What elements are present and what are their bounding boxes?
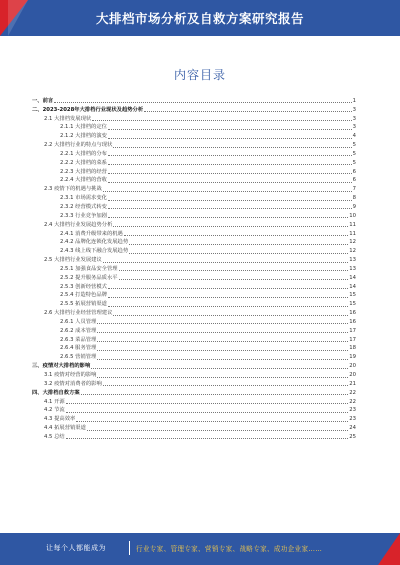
toc-entry-label: 4.1 开源 xyxy=(44,398,65,405)
toc-leader-dots xyxy=(97,341,348,342)
toc-entry[interactable] xyxy=(30,167,356,176)
toc-entry-page: 14 xyxy=(349,283,356,290)
toc-leader-dots xyxy=(66,403,349,404)
toc-entry-label: 3.2 疫情对消费者的影响 xyxy=(44,380,102,387)
toc-entry[interactable] xyxy=(30,105,356,114)
toc-entry-page: 6 xyxy=(352,177,356,184)
toc-leader-dots xyxy=(129,244,348,245)
toc-entry-page: 9 xyxy=(352,203,356,210)
toc-entry-page: 6 xyxy=(352,168,356,175)
toc-entry-label: 2.3.1 市场需求变化 xyxy=(60,195,107,202)
toc-leader-dots xyxy=(108,297,348,298)
toc-entry-label: 2.6.4 服务管理 xyxy=(60,345,97,352)
toc-entry[interactable] xyxy=(30,308,356,317)
toc-leader-dots xyxy=(129,253,348,254)
toc-entry[interactable] xyxy=(30,299,356,308)
toc-entry-page: 13 xyxy=(349,265,356,272)
toc-leader-dots xyxy=(76,421,348,422)
toc-entry-page: 12 xyxy=(349,248,356,255)
toc-entry-page: 3 xyxy=(352,115,356,122)
footer-divider xyxy=(129,541,130,555)
toc-leader-dots xyxy=(103,262,348,263)
toc-entry-page: 15 xyxy=(349,292,356,299)
toc-leader-dots xyxy=(97,359,348,360)
toc-leader-dots xyxy=(66,412,349,413)
toc-leader-dots xyxy=(81,394,349,395)
toc-leader-dots xyxy=(97,323,348,324)
toc-leader-dots xyxy=(97,332,348,333)
toc-entry-page: 3 xyxy=(352,124,356,131)
toc-entry-label: 2.2 大排档行业的特点与现状 xyxy=(44,142,113,149)
toc-entry-label: 4.5 总结 xyxy=(44,433,65,440)
toc-entry-label: 2.5 大排档行业发展建议 xyxy=(44,257,102,264)
toc-entry[interactable] xyxy=(30,158,356,167)
toc-entry[interactable] xyxy=(30,229,356,238)
toc-entry-label: 2.4 大排档行业发展趋势分析 xyxy=(44,221,113,228)
toc-entry-page: 23 xyxy=(349,416,356,423)
toc-entry-page: 20 xyxy=(349,372,356,378)
toc-entry-label: 二、2023-2028年大排档行业现状及趋势分析 xyxy=(32,106,144,113)
toc-entry-page: 7 xyxy=(352,186,356,193)
toc-entry[interactable] xyxy=(30,361,356,370)
toc-entry-label: 2.5.2 提升服务品质水平 xyxy=(60,274,118,281)
toc-entry[interactable] xyxy=(30,335,356,344)
toc-entry-page: 3 xyxy=(352,106,356,113)
toc-entry-label: 2.4.2 品牌化连锁化发展趋势 xyxy=(60,239,129,246)
toc-entry[interactable] xyxy=(30,131,356,140)
toc-entry-page: 16 xyxy=(349,318,356,325)
toc-entry-label: 2.1.2 大排档的演变 xyxy=(60,133,107,140)
toc-entry-page: 21 xyxy=(349,380,356,387)
toc-entry-label: 2.3.2 经营模式转变 xyxy=(60,203,107,210)
toc-leader-dots xyxy=(91,368,348,369)
toc-entry-page: 8 xyxy=(352,195,356,202)
toc-leader-dots xyxy=(108,288,348,289)
toc-leader-dots xyxy=(92,120,351,121)
toc-entry[interactable] xyxy=(30,344,356,353)
toc-entry-label: 2.6.5 营销管理 xyxy=(60,354,97,361)
toc-entry-page: 22 xyxy=(349,398,356,405)
toc-leader-dots xyxy=(119,279,349,280)
toc-entry-label: 2.4.1 消费升级带来的机遇 xyxy=(60,230,123,237)
toc-leader-dots xyxy=(103,385,348,386)
toc-entry-label: 2.1.1 大排档的定位 xyxy=(60,124,107,131)
toc-leader-dots xyxy=(113,226,348,227)
toc-entry-label: 2.2.1 大排档的分布 xyxy=(60,150,107,157)
report-title: 大排档市场分析及自救方案研究报告 xyxy=(95,11,304,26)
toc-entry-label: 2.6 大排档行业经营管理建议 xyxy=(44,310,113,317)
footer-red-accent xyxy=(378,533,400,565)
toc-entry-label: 2.6.1 人员管理 xyxy=(60,318,97,325)
toc-leader-dots xyxy=(108,306,348,307)
toc-entry-page: 11 xyxy=(349,230,356,237)
toc-entry[interactable] xyxy=(30,176,356,185)
toc-entry-page: 11 xyxy=(349,221,356,228)
toc-entry[interactable] xyxy=(30,246,356,255)
toc-entry[interactable] xyxy=(30,397,356,406)
toc-leader-dots xyxy=(124,235,348,236)
toc-entry[interactable] xyxy=(30,370,356,379)
toc-entry[interactable] xyxy=(30,255,356,264)
toc-entry[interactable] xyxy=(30,114,356,123)
toc-entry-label: 一、前言 xyxy=(32,97,54,104)
toc-entry[interactable] xyxy=(30,326,356,335)
toc-entry-page: 25 xyxy=(349,433,356,440)
toc-entry[interactable] xyxy=(30,140,356,149)
toc-entry-page: 19 xyxy=(349,354,356,361)
footer-tagline: 行业专家、管理专家、营销专家、战略专家、成功企业家…… xyxy=(136,545,323,553)
toc-entry-page: 4 xyxy=(352,133,356,140)
toc-entry-label: 2.5.3 创新经营模式 xyxy=(60,283,107,290)
toc-entry[interactable] xyxy=(30,352,356,361)
toc-entry-label: 三、疫情对大排档的影响 xyxy=(32,363,91,370)
toc-entry-page: 5 xyxy=(352,150,356,157)
toc-entry-page: 20 xyxy=(349,363,356,370)
table-of-contents xyxy=(30,96,356,441)
toc-leader-dots xyxy=(108,155,352,156)
toc-leader-dots xyxy=(144,111,351,112)
toc-entry[interactable] xyxy=(30,202,356,211)
toc-heading: 内容目录 xyxy=(173,68,226,82)
toc-leader-dots xyxy=(108,173,352,174)
toc-entry[interactable] xyxy=(30,264,356,273)
toc-entry[interactable] xyxy=(30,193,356,202)
toc-entry[interactable] xyxy=(30,184,356,193)
toc-entry-page: 14 xyxy=(349,274,356,281)
toc-entry-page: 15 xyxy=(349,301,356,308)
toc-entry-label: 4.4 拓展营销渠道 xyxy=(44,425,86,432)
toc-entry-label: 2.6.3 菜品管理 xyxy=(60,336,97,343)
toc-entry-page: 24 xyxy=(349,425,356,432)
toc-entry-page: 16 xyxy=(349,310,356,317)
toc-leader-dots xyxy=(54,102,351,103)
toc-entry[interactable] xyxy=(30,211,356,220)
toc-entry-label: 4.2 节流 xyxy=(44,407,65,414)
toc-entry-label: 4.3 提高效率 xyxy=(44,416,76,423)
toc-entry[interactable] xyxy=(30,414,356,423)
toc-entry-label: 3.1 疫情对经营的影响 xyxy=(44,372,97,378)
toc-leader-dots xyxy=(108,138,352,139)
toc-entry-label: 2.2.4 大排档的营收 xyxy=(60,177,107,184)
toc-entry[interactable] xyxy=(30,406,356,415)
toc-entry[interactable] xyxy=(30,238,356,247)
toc-leader-dots xyxy=(119,270,349,271)
toc-entry-page: 5 xyxy=(352,159,356,166)
toc-entry-page: 23 xyxy=(349,407,356,414)
toc-entry-label: 2.2.2 大排档的菜系 xyxy=(60,159,107,166)
toc-entry-page: 18 xyxy=(349,345,356,352)
toc-entry-label: 2.6.2 成本管理 xyxy=(60,327,97,334)
toc-entry[interactable] xyxy=(30,96,356,105)
toc-entry-label: 2.4.3 线上线下融合发展趋势 xyxy=(60,248,129,255)
toc-leader-dots xyxy=(108,217,348,218)
toc-entry-page: 13 xyxy=(349,257,356,264)
toc-entry[interactable] xyxy=(30,317,356,326)
toc-entry-label: 2.2.3 大排档的经营 xyxy=(60,168,107,175)
toc-entry[interactable] xyxy=(30,432,356,441)
toc-entry[interactable] xyxy=(30,123,356,132)
toc-entry-page: 10 xyxy=(349,212,356,219)
toc-entry-page: 12 xyxy=(349,239,356,246)
toc-leader-dots xyxy=(113,315,348,316)
toc-entry-page: 17 xyxy=(349,336,356,343)
toc-entry-label: 2.5.4 打造特色品牌 xyxy=(60,292,107,299)
toc-entry-page: 22 xyxy=(349,389,356,396)
toc-leader-dots xyxy=(108,200,352,201)
toc-entry-page: 1 xyxy=(352,97,356,104)
toc-entry[interactable] xyxy=(30,291,356,300)
toc-leader-dots xyxy=(108,208,352,209)
toc-entry[interactable] xyxy=(30,388,356,397)
toc-entry-label: 2.5.1 加强食品安全管理 xyxy=(60,265,118,272)
toc-leader-dots xyxy=(103,191,352,192)
toc-entry-label: 2.3 疫情下的机遇与挑战 xyxy=(44,186,102,193)
toc-leader-dots xyxy=(66,438,349,439)
toc-entry[interactable] xyxy=(30,149,356,158)
toc-entry-page: 17 xyxy=(349,327,356,334)
toc-leader-dots xyxy=(97,377,348,378)
toc-entry[interactable] xyxy=(30,282,356,291)
toc-entry-label: 2.3.3 行业竞争加剧 xyxy=(60,212,107,219)
toc-leader-dots xyxy=(108,129,352,130)
toc-leader-dots xyxy=(108,182,352,183)
toc-leader-dots xyxy=(113,147,351,148)
toc-entry[interactable] xyxy=(30,379,356,388)
toc-leader-dots xyxy=(108,164,352,165)
toc-leader-dots xyxy=(97,350,348,351)
toc-leader-dots xyxy=(87,430,348,431)
toc-entry[interactable] xyxy=(30,220,356,229)
toc-entry-label: 四、大排档自救方案 xyxy=(32,389,80,396)
toc-entry-label: 2.5.5 拓展营销渠道 xyxy=(60,301,107,308)
toc-entry-page: 5 xyxy=(352,142,356,149)
toc-entry[interactable] xyxy=(30,273,356,282)
footer-slogan: 让每个人都能成为 xyxy=(46,544,106,552)
toc-entry-label: 2.1 大排档发展现状 xyxy=(44,115,92,122)
toc-entry[interactable] xyxy=(30,423,356,432)
